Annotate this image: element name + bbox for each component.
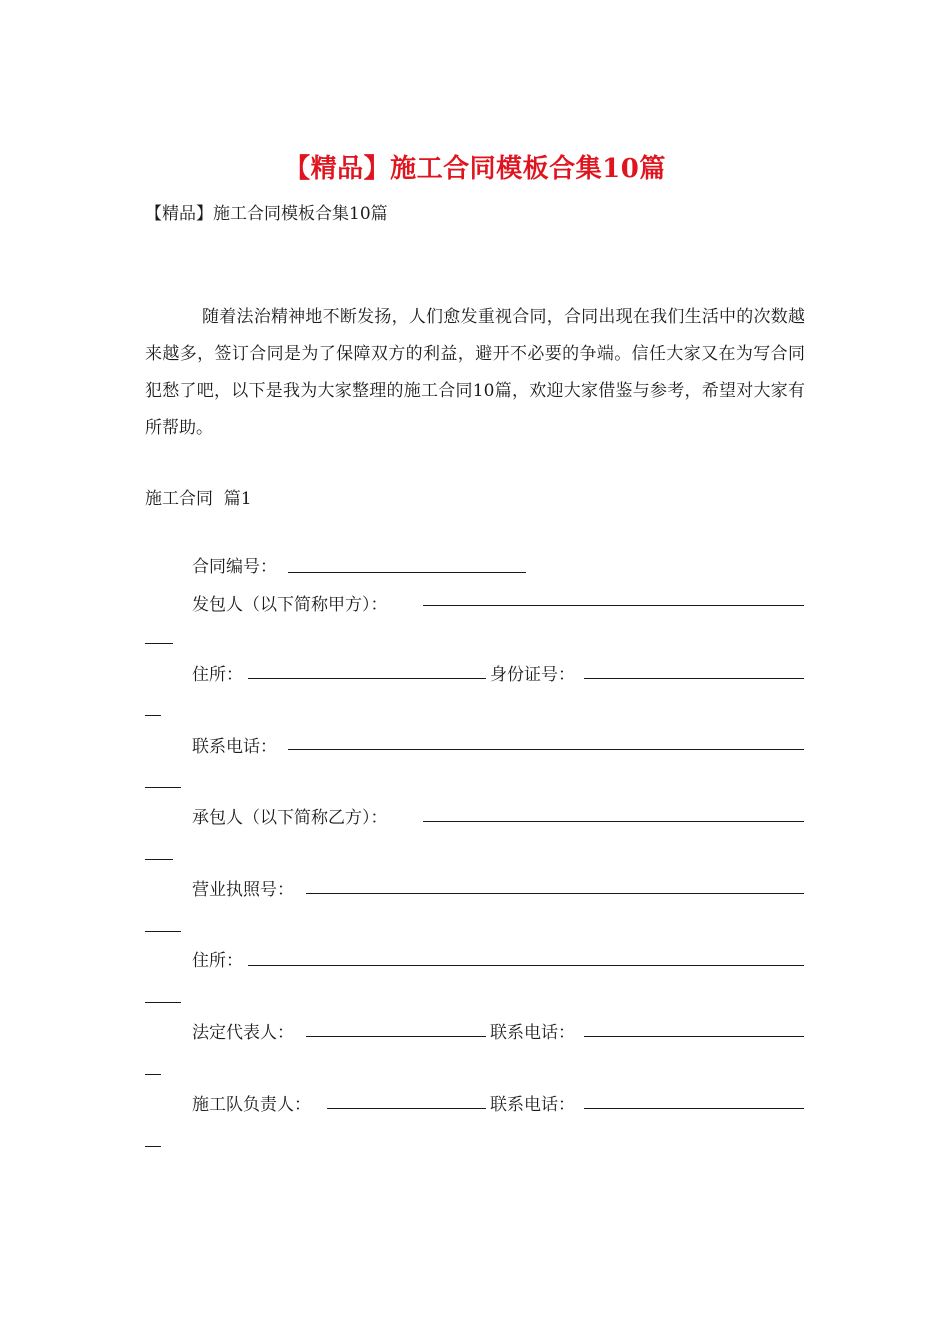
party-a-label: 发包人（以下简称甲方）： <box>192 595 388 615</box>
document-subtitle: 【精品】施工合同模板合集10篇 <box>145 204 388 224</box>
id-number-label: 身份证号： <box>490 665 575 685</box>
document-title: 【精品】施工合同模板合集10篇 <box>284 154 666 184</box>
contract-number-blank[interactable] <box>288 572 526 573</box>
address-b-blank[interactable] <box>248 965 804 966</box>
party-a-blank[interactable] <box>423 605 804 606</box>
party-b-label: 承包人（以下简称乙方）： <box>192 808 388 828</box>
license-label: 营业执照号： <box>192 880 294 900</box>
team-leader-label: 施工队负责人： <box>192 1095 311 1115</box>
legal-rep-phone-label: 联系电话： <box>490 1023 575 1043</box>
legal-rep-phone-blank[interactable] <box>584 1036 804 1037</box>
team-phone-label: 联系电话： <box>490 1095 575 1115</box>
party-b-blank-continuation <box>145 859 173 860</box>
phone-a-blank-continuation <box>145 787 181 788</box>
address-b-blank-continuation <box>145 1002 181 1003</box>
party-a-blank-continuation <box>145 643 173 644</box>
intro-paragraph: 随着法治精神地不断发扬，人们愈发重视合同，合同出现在我们生活中的次数越来越多，签订合同是为了保障双方的利益，避开不必要的争端。信任大家又在为写合同犯愁了吧，以下是我为大家整理的施工合同10篇，欢迎大家借鉴与参考，希望对大家有所帮助。 <box>145 307 805 438</box>
legal-rep-label: 法定代表人： <box>192 1023 294 1043</box>
address-a-blank[interactable] <box>248 678 486 679</box>
section-heading: 施工合同 篇1 <box>145 489 252 509</box>
id-blank-continuation <box>145 715 161 716</box>
license-blank[interactable] <box>306 893 804 894</box>
license-blank-continuation <box>145 931 181 932</box>
contract-number-label: 合同编号： <box>192 557 277 577</box>
team-phone-blank[interactable] <box>584 1108 804 1109</box>
party-b-blank[interactable] <box>423 821 804 822</box>
phone-a-blank[interactable] <box>288 749 804 750</box>
phone-a-label: 联系电话： <box>192 737 277 757</box>
team-leader-blank[interactable] <box>327 1108 486 1109</box>
address-b-label: 住所： <box>192 951 243 971</box>
id-number-blank[interactable] <box>584 678 804 679</box>
legal-rep-phone-continuation <box>145 1074 161 1075</box>
legal-rep-blank[interactable] <box>306 1036 486 1037</box>
address-a-label: 住所： <box>192 665 243 685</box>
team-phone-continuation <box>145 1146 161 1147</box>
